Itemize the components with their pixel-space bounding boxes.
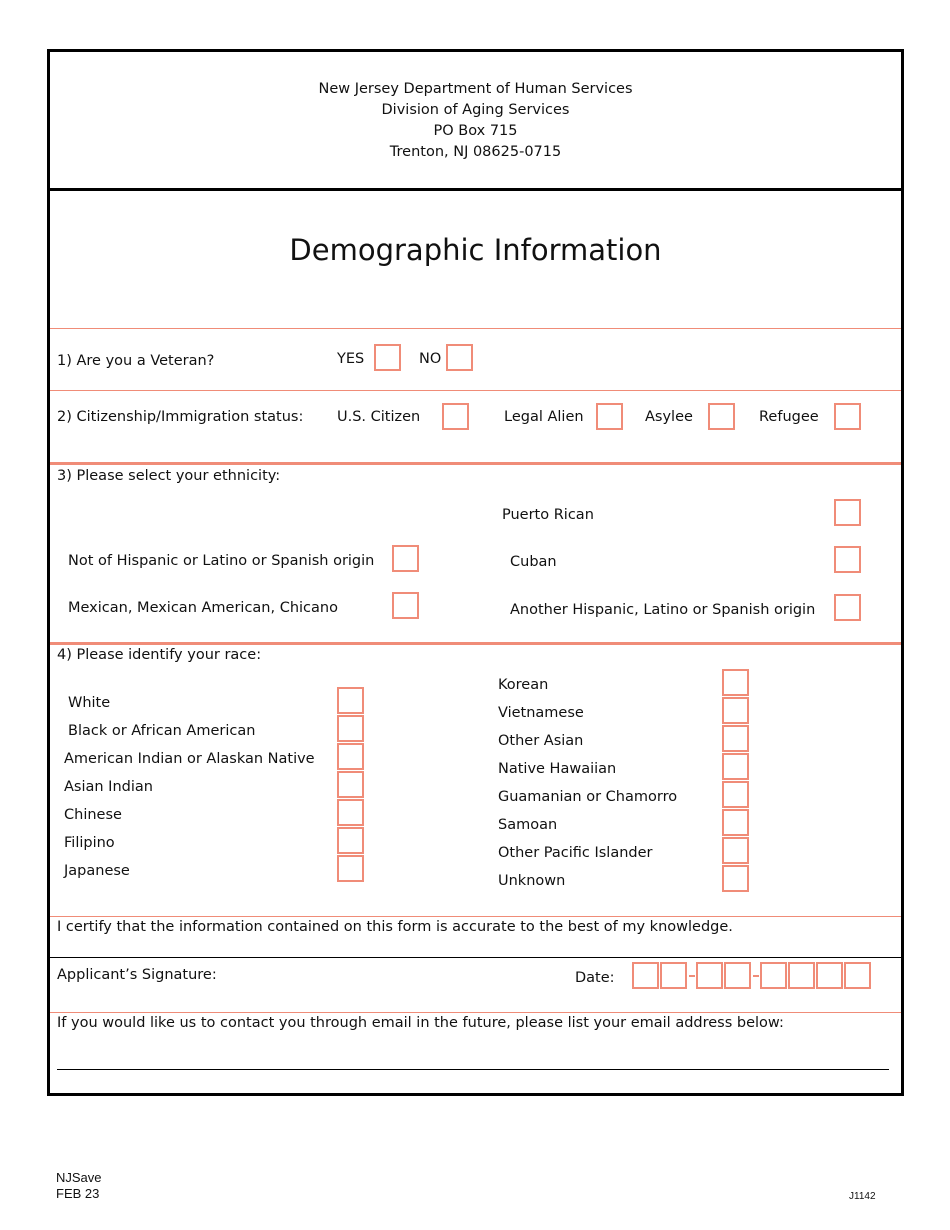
us-citizen-checkbox[interactable] xyxy=(442,403,469,430)
not-hispanic-label: Not of Hispanic or Latino or Spanish origin xyxy=(68,553,375,569)
divider xyxy=(50,390,901,391)
cuban-checkbox[interactable] xyxy=(834,546,861,573)
race-samoan-label: Samoan xyxy=(498,817,558,833)
race-american-indian-label: American Indian or Alaskan Native xyxy=(64,751,315,767)
race-filipino-label: Filipino xyxy=(64,835,115,851)
divider xyxy=(50,328,901,329)
divider xyxy=(50,1012,901,1013)
date-separator xyxy=(689,975,695,977)
date-day-digit-2[interactable] xyxy=(724,962,751,989)
race-unknown-checkbox[interactable] xyxy=(722,865,749,892)
section-divider xyxy=(50,642,901,645)
race-korean-label: Korean xyxy=(498,677,549,693)
race-native-hawaiian-checkbox[interactable] xyxy=(722,753,749,780)
race-other-pacific-label: Other Pacific Islander xyxy=(498,845,653,861)
mexican-label: Mexican, Mexican American, Chicano xyxy=(68,600,338,616)
race-asian-indian-label: Asian Indian xyxy=(64,779,153,795)
date-day-digit-1[interactable] xyxy=(696,962,723,989)
not-hispanic-checkbox[interactable] xyxy=(392,545,419,572)
race-guamanian-checkbox[interactable] xyxy=(722,781,749,808)
email-input[interactable] xyxy=(57,1040,889,1069)
address-line-2: Division of Aging Services xyxy=(381,102,570,118)
signature-field[interactable] xyxy=(250,962,550,990)
address-line-1: New Jersey Department of Human Services xyxy=(318,81,633,97)
legal-alien-checkbox[interactable] xyxy=(596,403,623,430)
race-asian-indian-checkbox[interactable] xyxy=(337,771,364,798)
race-chinese-checkbox[interactable] xyxy=(337,799,364,826)
footer-org: NJSave xyxy=(56,1170,102,1185)
date-year-digit-1[interactable] xyxy=(760,962,787,989)
cuban-label: Cuban xyxy=(510,554,557,570)
agency-address xyxy=(50,79,901,163)
race-white-checkbox[interactable] xyxy=(337,687,364,714)
puerto-rican-label: Puerto Rican xyxy=(502,507,594,523)
date-year-digit-4[interactable] xyxy=(844,962,871,989)
header-divider xyxy=(50,188,901,191)
legal-alien-label: Legal Alien xyxy=(504,409,584,425)
race-other-asian-checkbox[interactable] xyxy=(722,725,749,752)
veteran-yes-label: YES xyxy=(337,351,365,367)
race-japanese-label: Japanese xyxy=(64,863,130,879)
asylee-label: Asylee xyxy=(645,409,693,425)
address-line-4: Trenton, NJ 08625-0715 xyxy=(389,144,562,160)
footer-date: FEB 23 xyxy=(56,1186,100,1201)
asylee-checkbox[interactable] xyxy=(708,403,735,430)
date-year-digit-2[interactable] xyxy=(788,962,815,989)
race-samoan-checkbox[interactable] xyxy=(722,809,749,836)
ethnicity-question: 3) Please select your ethnicity: xyxy=(57,468,281,484)
page-title: Demographic Information xyxy=(289,233,662,267)
race-guamanian-label: Guamanian or Chamorro xyxy=(498,789,678,805)
veteran-yes-checkbox[interactable] xyxy=(374,344,401,371)
race-other-pacific-checkbox[interactable] xyxy=(722,837,749,864)
date-year-digit-3[interactable] xyxy=(816,962,843,989)
certification-statement: I certify that the information contained on this form is accurate to the best of my knowledge. xyxy=(57,919,733,935)
race-filipino-checkbox[interactable] xyxy=(337,827,364,854)
veteran-no-label: NO xyxy=(419,351,442,367)
us-citizen-label: U.S. Citizen xyxy=(337,409,421,425)
divider xyxy=(50,957,901,958)
race-question: 4) Please identify your race: xyxy=(57,647,262,663)
date-separator xyxy=(753,975,759,977)
form-frame xyxy=(47,49,904,1096)
race-black-label: Black or African American xyxy=(68,723,256,739)
email-prompt: If you would like us to contact you through email in the future, please list your email address below: xyxy=(57,1015,784,1031)
date-month-digit-2[interactable] xyxy=(660,962,687,989)
date-month-digit-1[interactable] xyxy=(632,962,659,989)
race-korean-checkbox[interactable] xyxy=(722,669,749,696)
form-code: J1142 xyxy=(849,1191,876,1202)
race-american-indian-checkbox[interactable] xyxy=(337,743,364,770)
race-white-label: White xyxy=(68,695,111,711)
email-line xyxy=(57,1069,889,1070)
race-vietnamese-checkbox[interactable] xyxy=(722,697,749,724)
race-vietnamese-label: Vietnamese xyxy=(498,705,584,721)
divider xyxy=(50,916,901,917)
another-hispanic-checkbox[interactable] xyxy=(834,594,861,621)
mexican-checkbox[interactable] xyxy=(392,592,419,619)
refugee-label: Refugee xyxy=(759,409,819,425)
citizenship-question: 2) Citizenship/Immigration status: xyxy=(57,409,304,425)
refugee-checkbox[interactable] xyxy=(834,403,861,430)
date-label: Date: xyxy=(575,970,615,986)
puerto-rican-checkbox[interactable] xyxy=(834,499,861,526)
race-black-checkbox[interactable] xyxy=(337,715,364,742)
signature-label: Applicant’s Signature: xyxy=(57,967,217,983)
another-hispanic-label: Another Hispanic, Latino or Spanish origin xyxy=(510,602,816,618)
race-japanese-checkbox[interactable] xyxy=(337,855,364,882)
race-unknown-label: Unknown xyxy=(498,873,566,889)
race-other-asian-label: Other Asian xyxy=(498,733,584,749)
section-divider xyxy=(50,462,901,465)
address-line-3: PO Box 715 xyxy=(433,123,518,139)
veteran-no-checkbox[interactable] xyxy=(446,344,473,371)
race-native-hawaiian-label: Native Hawaiian xyxy=(498,761,617,777)
race-chinese-label: Chinese xyxy=(64,807,122,823)
veteran-question: 1) Are you a Veteran? xyxy=(57,353,215,369)
